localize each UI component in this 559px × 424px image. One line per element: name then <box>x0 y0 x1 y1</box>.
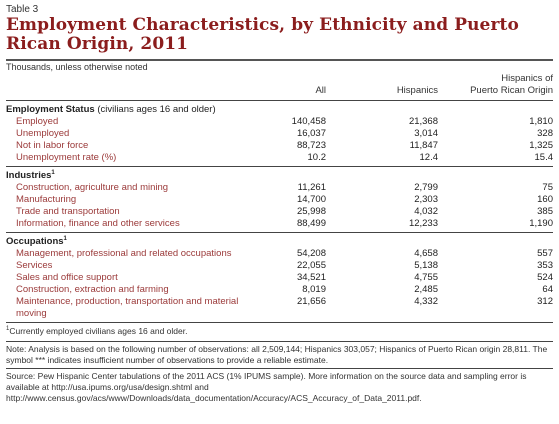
cell-all: 16,037 <box>296 128 326 139</box>
row-label: Services <box>16 260 53 271</box>
cell-puerto-rican: 160 <box>537 194 553 205</box>
table-row <box>6 284 553 296</box>
cell-all: 10.2 <box>268 152 326 167</box>
cell-hispanics: 3,014 <box>414 128 438 139</box>
row-label: Unemployment rate (%) <box>6 152 268 167</box>
cell-hispanics: 4,332 <box>414 296 438 307</box>
cell-all: 54,208 <box>296 248 326 259</box>
cell-puerto-rican: 1,325 <box>529 140 553 151</box>
table-row <box>6 296 553 308</box>
cell-all: 140,458 <box>291 116 326 127</box>
table-row-continuation <box>6 308 553 323</box>
units-note: Thousands, unless otherwise noted <box>6 62 148 72</box>
column-header-pr-line1: Hispanics of <box>501 73 553 84</box>
table-row <box>6 194 553 206</box>
cell-hispanics: 12.4 <box>326 152 438 167</box>
cell-hispanics: 4,755 <box>414 272 438 283</box>
cell-puerto-rican: 353 <box>537 260 553 271</box>
row-label: Construction, extraction and farming <box>16 284 169 295</box>
note-text: Note: Analysis is based on the following number of observations: all 2,509,144; Hispanics 303,057; Hispanics of Puerto Rican origin 28,811. The symbol *** indicates insufficient number of observations to provide a reliable estimate. <box>6 344 548 365</box>
cell-hispanics: 4,032 <box>414 206 438 217</box>
footnote-text: Currently employed civilians ages 16 and older. <box>9 326 188 336</box>
table-row <box>6 116 553 128</box>
title-rule <box>6 59 553 61</box>
cell-all: 34,521 <box>296 272 326 283</box>
table-container <box>6 3 553 404</box>
cell-all: 88,499 <box>268 218 326 233</box>
row-label: Employed <box>16 116 59 127</box>
footnote-rule <box>6 341 553 342</box>
data-table <box>6 73 553 323</box>
column-header-all: All <box>268 85 326 101</box>
section-header-row <box>6 101 553 117</box>
table-row <box>6 206 553 218</box>
cell-hispanics: 2,485 <box>414 284 438 295</box>
column-header-hispanics: Hispanics <box>326 85 438 101</box>
cell-empty <box>268 308 326 323</box>
row-label-continued: moving <box>6 308 268 323</box>
section-title: Industries <box>6 170 52 181</box>
table-row <box>6 182 553 194</box>
cell-hispanics: 4,658 <box>414 248 438 259</box>
row-label: Unemployed <box>16 128 70 139</box>
footnote-marker: 1 <box>6 326 10 333</box>
row-label: Trade and transportation <box>16 206 120 217</box>
cell-hispanics: 2,303 <box>414 194 438 205</box>
cell-hispanics: 5,138 <box>414 260 438 271</box>
cell-puerto-rican: 312 <box>537 296 553 307</box>
table-row <box>6 260 553 272</box>
cell-hispanics: 21,368 <box>408 116 438 127</box>
cell-puerto-rican: 524 <box>537 272 553 283</box>
cell-puerto-rican: 328 <box>537 128 553 139</box>
footnote <box>6 326 553 337</box>
cell-puerto-rican: 15.4 <box>438 152 553 167</box>
table-row <box>6 140 553 152</box>
table-row <box>6 128 553 140</box>
cell-all: 22,055 <box>296 260 326 271</box>
cell-all: 25,998 <box>296 206 326 217</box>
source-text: Source: Pew Hispanic Center tabulations of the 2011 ACS (1% IPUMS sample). More information on the source data and sampling error is available at http://usa.ipums.org/usa/design.shtml and http://www.census.gov/acs/www/Downloads/data_documentation/Accuracy/ACS_Accuracy_of_Data_2011.pdf. <box>6 368 553 404</box>
table-row <box>6 248 553 260</box>
cell-hispanics: 11,847 <box>409 140 438 151</box>
cell-hispanics: 12,233 <box>326 218 438 233</box>
section-header-row <box>6 233 553 249</box>
section-footnote-marker: 1 <box>63 235 67 242</box>
cell-puerto-rican: 1,190 <box>438 218 553 233</box>
cell-puerto-rican: 75 <box>542 182 553 193</box>
section-subtitle: (civilians ages 16 and older) <box>94 104 216 115</box>
cell-all: 8,019 <box>302 284 326 295</box>
cell-puerto-rican: 385 <box>537 206 553 217</box>
table-row <box>6 152 553 167</box>
cell-all: 21,656 <box>296 296 326 307</box>
table-number-label: Table 3 <box>6 4 39 15</box>
table-row <box>6 218 553 233</box>
cell-all: 14,700 <box>296 194 326 205</box>
row-label: Not in labor force <box>16 140 89 151</box>
table-row <box>6 272 553 284</box>
column-header-pr-line2: Puerto Rican Origin <box>438 85 553 101</box>
cell-all: 11,261 <box>297 182 326 193</box>
cell-puerto-rican: 1,810 <box>529 116 553 127</box>
cell-empty <box>438 308 553 323</box>
row-label: Manufacturing <box>16 194 77 205</box>
cell-puerto-rican: 64 <box>542 284 553 295</box>
section-title: Occupations <box>6 236 64 247</box>
cell-empty <box>326 308 438 323</box>
row-label: Construction, agriculture and mining <box>16 182 169 193</box>
row-label: Information, finance and other services <box>6 218 268 233</box>
section-footnote-marker: 1 <box>51 169 55 176</box>
row-label: Management, professional and related occupations <box>16 248 232 259</box>
row-label: Sales and office support <box>16 272 118 283</box>
cell-hispanics: 2,799 <box>414 182 438 193</box>
section-title: Employment Status <box>6 104 95 115</box>
table-title: Employment Characteristics, by Ethnicity and Puerto Rican Origin, 2011 <box>6 15 519 54</box>
row-label: Maintenance, production, transportation and material <box>16 296 239 307</box>
cell-puerto-rican: 557 <box>537 248 553 259</box>
cell-all: 88,723 <box>296 140 326 151</box>
section-header-row <box>6 167 553 183</box>
